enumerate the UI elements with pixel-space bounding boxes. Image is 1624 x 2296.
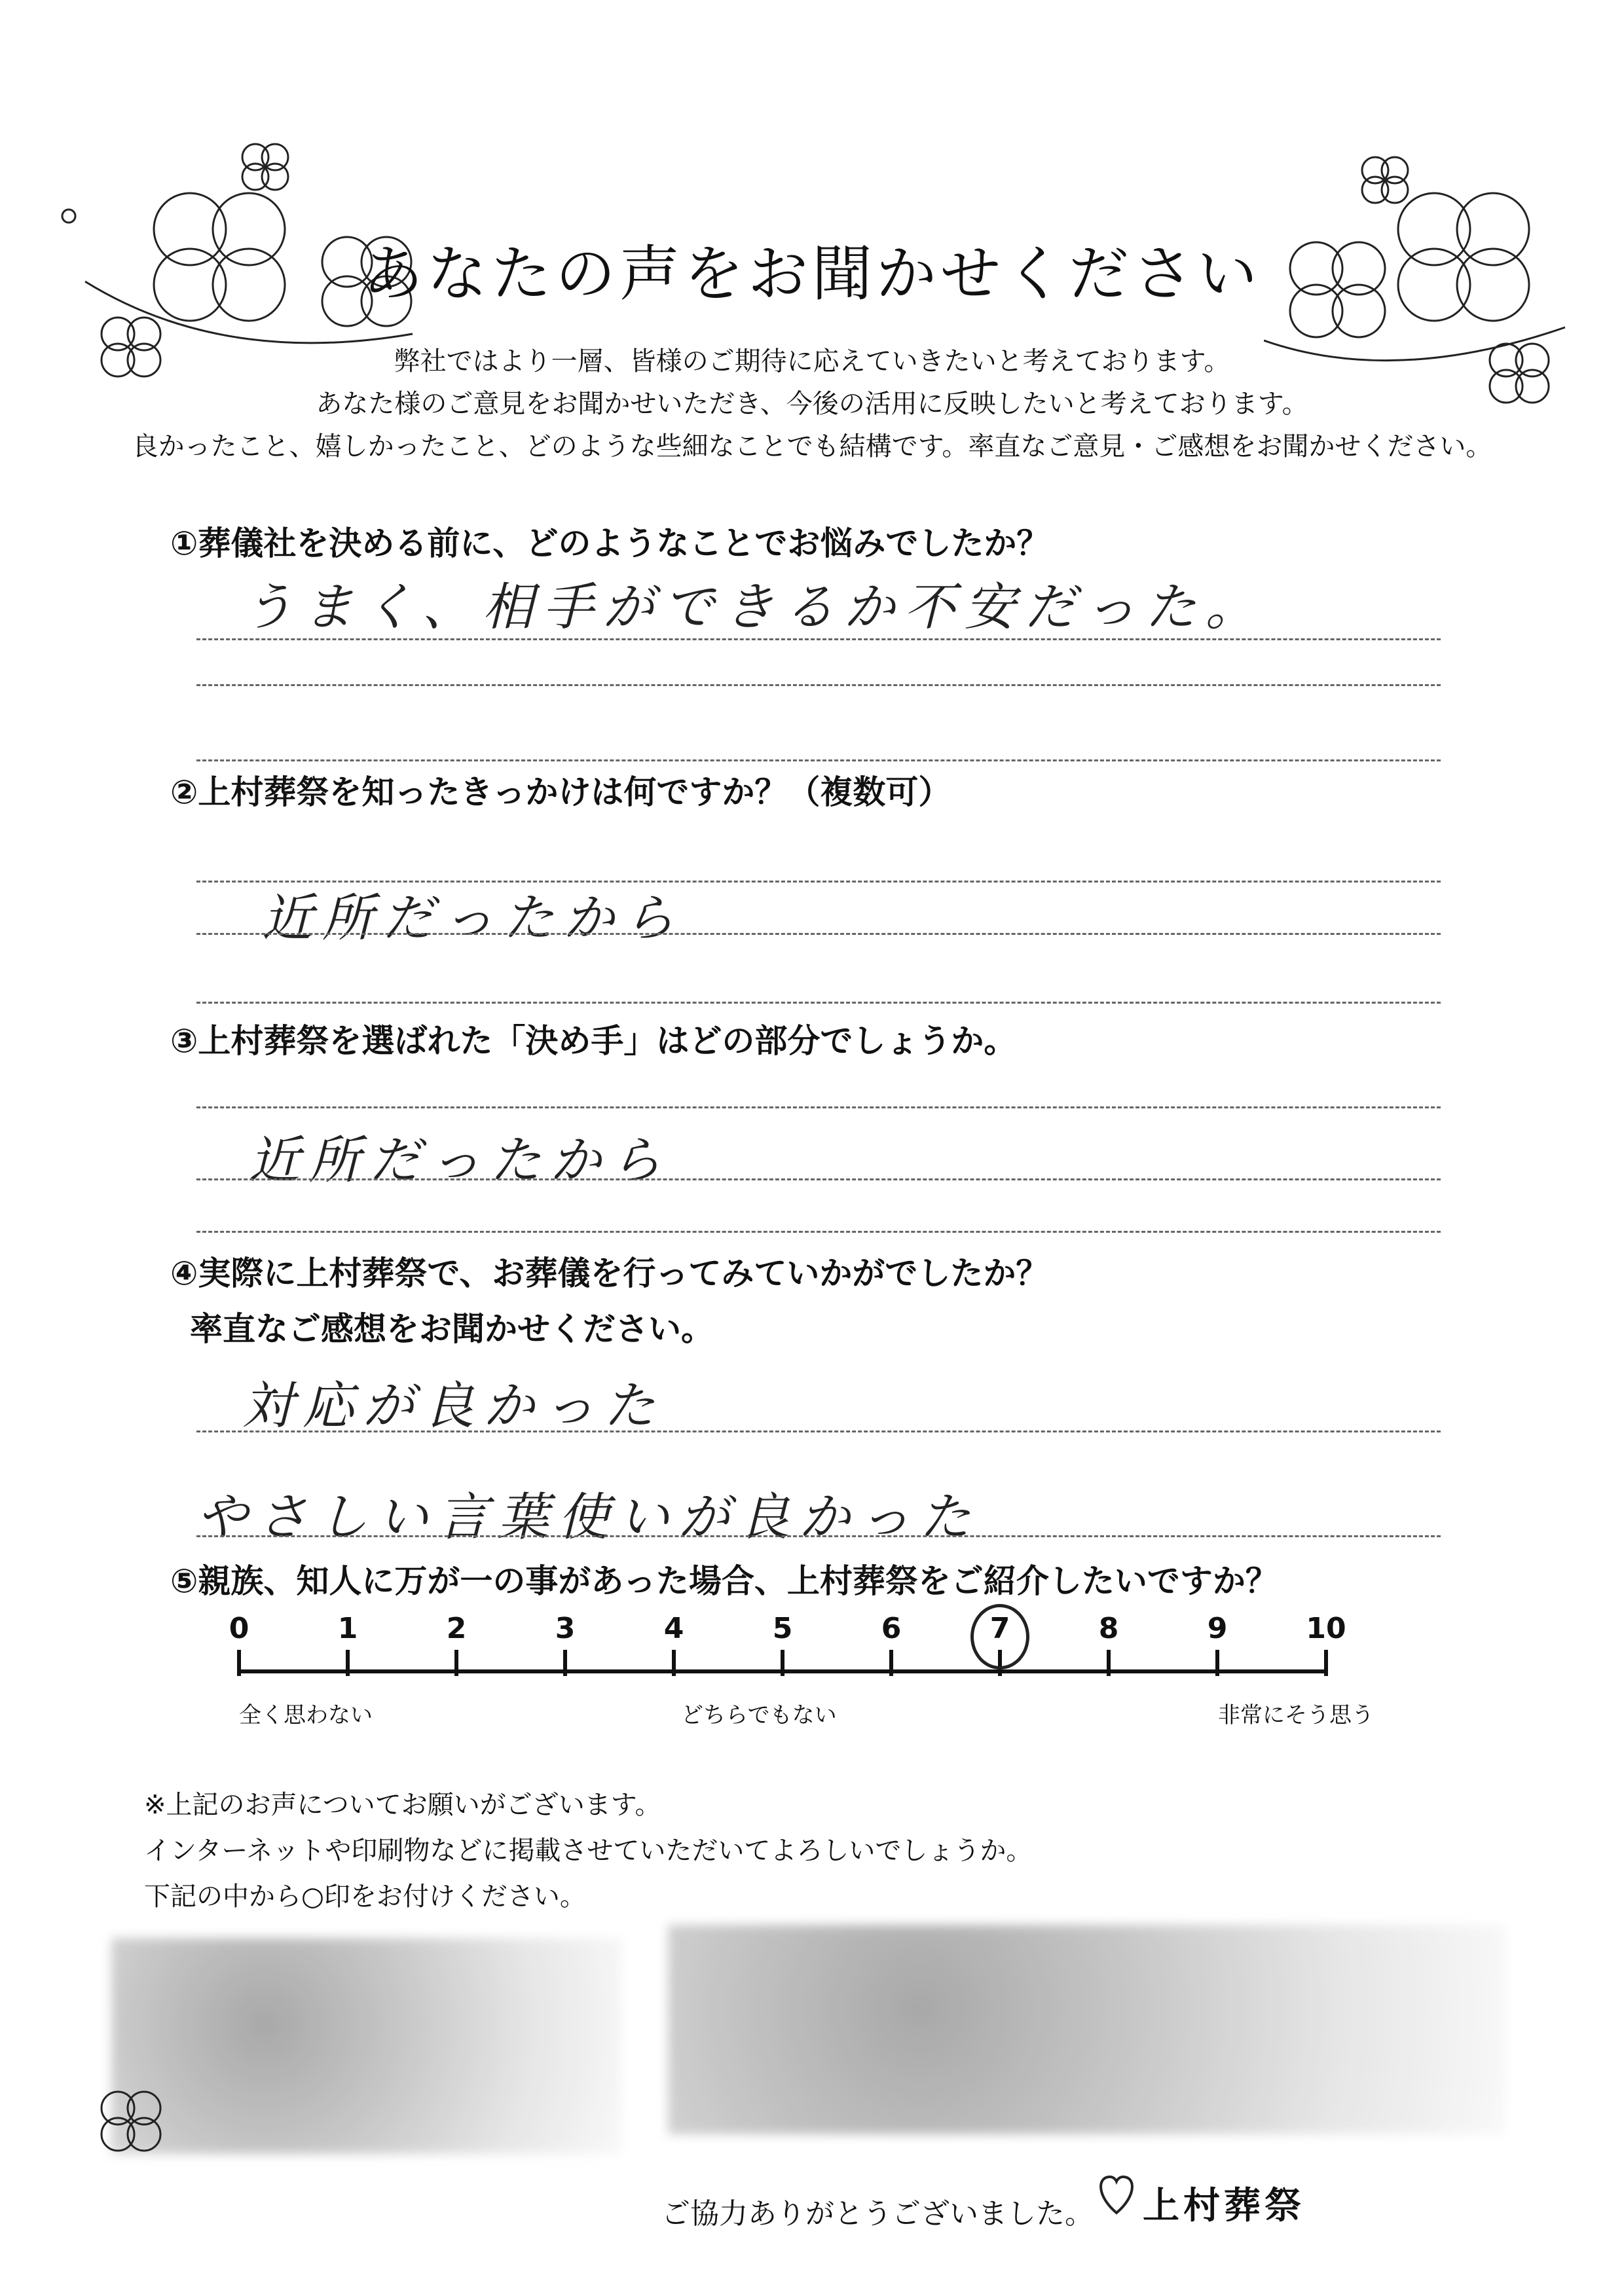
scale-tick-3 bbox=[563, 1650, 567, 1676]
answer-rule bbox=[196, 1178, 1441, 1180]
answer-rule bbox=[196, 1106, 1441, 1108]
scale-tick-2 bbox=[454, 1650, 458, 1676]
scale-low-label: 全く思わない bbox=[239, 1702, 373, 1728]
answer-rule bbox=[196, 638, 1441, 640]
heart-logo-icon bbox=[1094, 2167, 1139, 2219]
redacted-area bbox=[668, 1925, 1506, 2134]
scale-number-1: 1 bbox=[337, 1612, 358, 1645]
answer-rule bbox=[196, 684, 1441, 686]
scale-number-4: 4 bbox=[663, 1612, 684, 1645]
question-2: ②上村葬祭を知ったきっかけは何ですか？（複数可） bbox=[170, 773, 951, 811]
scale-high-label: 非常にそう思う bbox=[1218, 1702, 1374, 1728]
scale-tick-10 bbox=[1324, 1650, 1328, 1676]
scale-tick-5 bbox=[781, 1650, 784, 1676]
scale-tick-9 bbox=[1215, 1650, 1219, 1676]
answer-2-line-1: 近所だったから bbox=[262, 889, 684, 948]
scale-tick-0 bbox=[237, 1650, 241, 1676]
intro-line-1: 弊社ではより一層、皆様のご期待に応えていきたいと考えております。 bbox=[394, 346, 1230, 376]
answer-rule bbox=[196, 1535, 1441, 1537]
scale-number-5: 5 bbox=[772, 1612, 793, 1645]
scale-tick-6 bbox=[889, 1650, 893, 1676]
scale-number-9: 9 bbox=[1207, 1612, 1228, 1645]
note-line-2: インターネットや印刷物などに掲載させていただいてよろしいでしょうか。 bbox=[144, 1836, 1033, 1866]
note-line-1: ※上記のお声についてお願いがございます。 bbox=[144, 1790, 661, 1820]
question-3: ③上村葬祭を選ばれた「決め手」はどの部分でしょうか。 bbox=[170, 1022, 1017, 1060]
scale-number-0: 0 bbox=[229, 1612, 249, 1645]
answer-3-line-1: 近所だったから bbox=[249, 1131, 671, 1190]
scale-tick-4 bbox=[672, 1650, 676, 1676]
question-5: ⑤親族、知人に万が一の事があった場合、上村葬祭をご紹介したいですか？ bbox=[170, 1562, 1278, 1600]
answer-4-line-1: 対応が良かった bbox=[242, 1377, 665, 1436]
answer-rule bbox=[196, 759, 1441, 761]
note-line-3: 下記の中から○印をお付けください。 bbox=[144, 1882, 586, 1912]
question-4-sub: 率直なご感想をお聞かせください。 bbox=[190, 1310, 714, 1348]
answer-rule bbox=[196, 1002, 1441, 1004]
scale-mid-label: どちらでもない bbox=[681, 1702, 837, 1728]
page-title: あなたの声をお聞かせください bbox=[362, 239, 1261, 309]
scale-number-6: 6 bbox=[881, 1612, 902, 1645]
scale-tick-1 bbox=[346, 1650, 350, 1676]
scale-number-2: 2 bbox=[446, 1612, 467, 1645]
scale-tick-8 bbox=[1107, 1650, 1111, 1676]
question-1: ①葬儀社を決める前に、どのようなことでお悩みでしたか？ bbox=[170, 524, 1050, 562]
clover-decoration-bottom bbox=[79, 2075, 210, 2180]
answer-rule bbox=[196, 1430, 1441, 1432]
answer-rule bbox=[196, 1231, 1441, 1233]
scale-number-3: 3 bbox=[555, 1612, 576, 1645]
answer-rule bbox=[196, 933, 1441, 935]
scale-number-7: 7 bbox=[989, 1612, 1010, 1645]
scale-number-8: 8 bbox=[1098, 1612, 1119, 1645]
scale-number-10: 10 bbox=[1306, 1612, 1346, 1645]
brand-name: 上村葬祭 bbox=[1143, 2185, 1305, 2227]
question-4: ④実際に上村葬祭で、お葬儀を行ってみていかがでしたか？ bbox=[170, 1254, 1049, 1292]
answer-4-line-2: やさしい言葉使いが良かった bbox=[196, 1488, 980, 1547]
intro-line-3: 良かったこと、嬉しかったこと、どのような些細なことでも結構です。率直なご意見・ご感想をお聞かせください。 bbox=[132, 431, 1492, 462]
answer-1-line-1: うまく、相手ができるか不安だった。 bbox=[242, 578, 1266, 637]
intro-line-2: あなた様のご意見をお聞かせいただき、今後の活用に反映したいと考えております。 bbox=[316, 389, 1308, 419]
thanks-text: ご協力ありがとうございました。 bbox=[661, 2197, 1094, 2231]
selected-rating-circle bbox=[970, 1604, 1029, 1669]
